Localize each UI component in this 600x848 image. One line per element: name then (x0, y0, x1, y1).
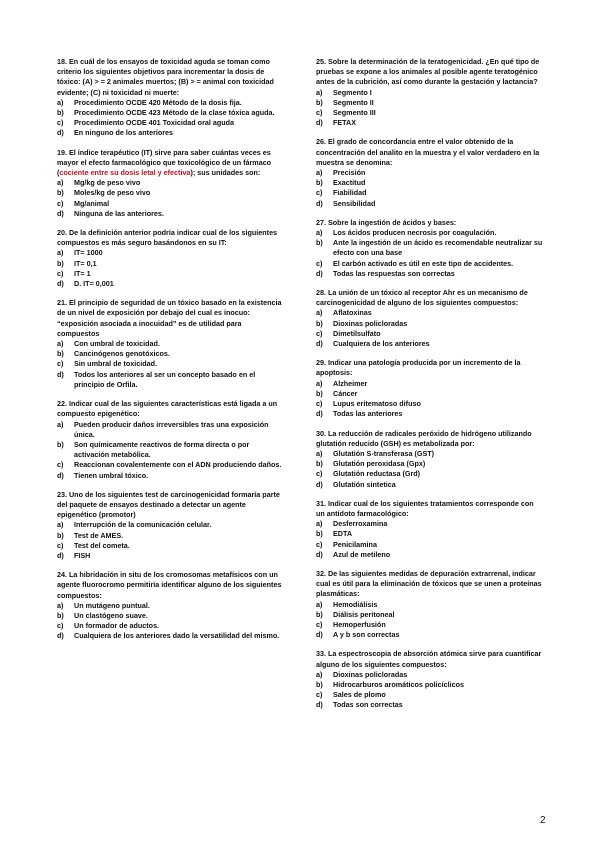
question-stem: 24. La hibridación in situ de los cromosomas metafísicos con un agente fluorocromo permitiría identificar alguno de los siguientes compuestos: (57, 570, 282, 600)
option-text: IT= 1000 (74, 248, 103, 258)
page-number: 2 (540, 815, 546, 826)
answer-option-a (316, 519, 544, 529)
option-letter: d) (316, 268, 323, 278)
option-text: Cancinógenos genotóxicos. (74, 349, 170, 359)
option-letter: d) (316, 198, 323, 208)
question-30 (316, 429, 544, 490)
option-text: Un formador de aductos. (74, 621, 160, 631)
option-text: Procedimiento OCDE 401 Toxicidad oral aguda (74, 118, 235, 128)
option-text: Penicilamina (333, 539, 377, 549)
answer-option-a (57, 601, 285, 611)
option-letter: c) (316, 188, 323, 198)
answer-option-d (316, 550, 544, 560)
option-text: Diálisis peritoneal (333, 609, 395, 619)
option-letter: c) (57, 359, 64, 369)
answer-option-a (316, 308, 544, 318)
option-text: Aflatoxinas (333, 308, 372, 318)
answer-option-c (316, 690, 544, 700)
answer-option-a (57, 339, 285, 349)
right-column (316, 57, 544, 720)
option-text: Reaccionan covalentemente con el ADN produciendo daños. (74, 460, 282, 470)
answer-option-a (316, 670, 544, 680)
answer-option-b (316, 680, 544, 690)
option-letter: a) (316, 519, 323, 529)
answer-option-d (57, 279, 285, 289)
option-text: Precisión (333, 168, 366, 178)
option-text: Cáncer (333, 388, 358, 398)
stem-part: 19. El índice terapéutico (IT) sirve para saber cuántas veces es mayor el efecto farmacológico que toxicológico de un fármaco ( (57, 147, 272, 178)
option-text: Mg/kg de peso vivo (74, 178, 141, 188)
answer-option-c (316, 259, 544, 269)
question-stem: 21. El principio de seguridad de un tóxico basado en la existencia de un nivel de exposición por debajo del cual es inocuo: “exposición asociada a inocuidad” es de utilidad para compuestos (57, 298, 282, 338)
answer-option-d (57, 209, 285, 219)
option-letter: b) (57, 188, 64, 198)
option-text: Azul de metileno (333, 549, 391, 559)
answer-option-b (57, 531, 285, 541)
answer-option-a (57, 420, 285, 440)
option-letter: d) (57, 470, 64, 480)
option-text: Mg/animal (74, 198, 110, 208)
answer-option-c (316, 399, 544, 409)
answer-option-c (316, 188, 544, 198)
option-letter: a) (316, 669, 323, 679)
option-letter: c) (316, 619, 323, 629)
answer-option-a (57, 248, 285, 258)
option-letter: a) (57, 419, 64, 429)
option-text: Todas las respuestas son correctas (333, 268, 455, 278)
question-23 (57, 490, 285, 561)
option-text: En ninguno de los anteriores (74, 128, 174, 138)
option-letter: b) (57, 108, 64, 118)
question-19 (57, 148, 285, 219)
answer-option-d (316, 118, 544, 128)
answer-option-a (316, 88, 544, 98)
option-letter: b) (57, 439, 64, 449)
answer-option-c (57, 118, 285, 128)
option-text: Procedimiento OCDE 420 Método de la dosis fija. (74, 97, 242, 107)
question-stem: 18. En cuál de los ensayos de toxicidad aguda se toman como criterio los siguientes objetivos para incrementar la dosis de tóxico: (A) > = 2 animales muertos; (B) > = animal con toxicidad evidente; (C) ni toxicidad ni muerte: (57, 57, 274, 97)
option-text: FETAX (333, 118, 357, 128)
answer-option-a (316, 228, 544, 238)
question-stem: 23. Uno de los siguientes test de carcinogenicidad formaría parte del paquete de ensayos destinado a detectar un agente epigenético (promotor) (57, 489, 280, 520)
answer-option-a (57, 98, 285, 108)
answer-option-d (316, 199, 544, 209)
answer-option-c (57, 460, 285, 470)
option-letter: a) (316, 308, 323, 318)
answer-option-c (57, 541, 285, 551)
option-text: Un clastógeno suave. (74, 610, 148, 620)
question-29 (316, 358, 544, 419)
option-text: Dioxinas policloradas (333, 318, 408, 328)
answer-option-c (57, 199, 285, 209)
option-letter: c) (57, 621, 64, 631)
option-text: Hidrocarburos aromáticos policíclicos (333, 679, 465, 689)
question-26 (316, 137, 544, 208)
answer-option-c (57, 359, 285, 369)
left-column (57, 57, 285, 651)
answer-option-a (316, 379, 544, 389)
question-stem: 30. La reducción de radicales peróxido de hidrógeno utilizando glutatión reducido (GSH) es metabolizada por: (316, 428, 532, 448)
option-letter: d) (316, 549, 323, 559)
option-letter: b) (57, 530, 64, 540)
question-33 (316, 649, 544, 710)
option-text: Fiabilidad (333, 188, 367, 198)
option-letter: a) (316, 87, 323, 97)
option-text: D. IT= 0,001 (74, 279, 114, 289)
option-text: Hemodiálisis (333, 599, 378, 609)
option-text: Test de AMES. (74, 530, 124, 540)
option-letter: c) (316, 539, 323, 549)
question-stem: 29. Indicar una patología producida por un incremento de la apoptosis: (316, 358, 521, 378)
option-text: Moles/kg de peso vivo (74, 188, 151, 198)
option-letter: c) (57, 118, 64, 128)
option-text: Sales de plomo (333, 690, 386, 700)
option-letter: b) (316, 459, 323, 469)
option-text: Cualquiera de los anteriores (333, 339, 430, 349)
answer-option-b (316, 529, 544, 539)
option-letter: d) (57, 631, 64, 641)
option-letter: c) (316, 108, 323, 118)
option-text: Pueden producir daños irreversibles tras una exposición única. (74, 419, 269, 439)
option-letter: b) (316, 178, 323, 188)
option-text: Exactitud (333, 178, 366, 188)
option-letter: a) (57, 339, 64, 349)
question-stem: 26. El grado de concordancia entre el valor obtenido de la concentración del analito en la muestra y el valor verdadero en la muestra se denomina: (316, 137, 540, 167)
question-24 (57, 570, 285, 641)
option-letter: a) (316, 448, 323, 458)
option-letter: b) (316, 388, 323, 398)
question-stem: 25. Sobre la determinación de la teratogenicidad. ¿En qué tipo de pruebas se expone a los animales al posible agente teratogénico antes de la cubrición, así como durante la gestación y lactancia? (316, 57, 540, 87)
option-text: IT= 0,1 (74, 258, 97, 268)
option-text: Alzheimer (333, 378, 368, 388)
answer-option-d (57, 631, 285, 641)
option-text: Ninguna de las anteriores. (74, 208, 164, 218)
answer-option-d (316, 630, 544, 640)
option-text: Glutatión sintetica (333, 479, 396, 489)
answer-option-b (316, 319, 544, 329)
option-letter: c) (316, 399, 323, 409)
option-letter: d) (57, 208, 64, 218)
option-text: Sin umbral de toxicidad. (74, 359, 158, 369)
question-stem: 31. Indicar cual de los siguientes tratamientos corresponde con un antídoto farmacológico: (316, 498, 534, 518)
option-text: Todas las anteriores (333, 409, 403, 419)
question-22 (57, 399, 285, 481)
question-stem (57, 148, 285, 179)
answer-option-c (316, 620, 544, 630)
question-18 (57, 57, 285, 139)
option-text: El carbón activado es útil en este tipo de accidentes. (333, 258, 514, 268)
answer-option-a (57, 520, 285, 530)
option-letter: b) (316, 529, 323, 539)
option-letter: b) (316, 679, 323, 689)
option-letter: b) (316, 97, 323, 107)
option-letter: a) (57, 97, 64, 107)
option-letter: a) (57, 178, 64, 188)
answer-option-a (316, 168, 544, 178)
option-letter: a) (57, 520, 64, 530)
option-letter: b) (316, 318, 323, 328)
answer-option-a (316, 600, 544, 610)
option-text: Segmento III (333, 108, 376, 118)
question-20 (57, 228, 285, 289)
option-letter: d) (316, 700, 323, 710)
option-text: Cualquiera de los anteriores dado la versatilidad del mismo. (74, 631, 280, 641)
option-text: Lupus eritematoso difuso (333, 399, 421, 409)
question-27 (316, 218, 544, 279)
option-text: Interrupción de la comunicación celular. (74, 520, 212, 530)
option-letter: b) (316, 609, 323, 619)
option-text: Test del cometa. (74, 540, 130, 550)
option-letter: a) (57, 600, 64, 610)
answer-option-d (316, 480, 544, 490)
option-letter: d) (57, 128, 64, 138)
option-letter: a) (316, 599, 323, 609)
question-stem: 33. La espectroscopia de absorción atómica sirve para cuantificar alguno de los siguientes compuestos: (316, 649, 542, 669)
option-text: Segmento II (333, 97, 374, 107)
option-letter: c) (57, 460, 64, 470)
option-text: A y b son correctas (333, 630, 400, 640)
option-letter: b) (57, 349, 64, 359)
option-letter: d) (57, 279, 64, 289)
answer-option-b (57, 440, 285, 460)
option-letter: d) (316, 409, 323, 419)
option-letter: c) (316, 258, 323, 268)
option-letter: c) (316, 328, 323, 338)
option-text: IT= 1 (74, 268, 91, 278)
option-text: Procedimiento OCDE 423 Método de la clase tóxica aguda. (74, 108, 275, 118)
option-text: Glutatión peroxidasa (Gpx) (333, 459, 426, 469)
answer-option-c (316, 540, 544, 550)
option-letter: a) (316, 168, 323, 178)
option-text: Desferroxamina (333, 519, 388, 529)
answer-option-a (57, 178, 285, 188)
question-32 (316, 569, 544, 640)
answer-option-b (316, 389, 544, 399)
answer-option-a (316, 449, 544, 459)
option-letter: c) (316, 469, 323, 479)
question-stem: 20. De la definición anterior podría indicar cual de los siguientes compuestos es más seguro basándonos en su IT: (57, 228, 278, 248)
option-letter: c) (316, 690, 323, 700)
option-letter: d) (316, 479, 323, 489)
option-text: Glutatión reductasa (Grd) (333, 469, 421, 479)
option-text: Con umbral de toxicidad. (74, 339, 160, 349)
answer-option-b (316, 238, 544, 258)
answer-option-b (316, 610, 544, 620)
answer-option-d (57, 551, 285, 561)
question-25 (316, 57, 544, 128)
option-text: Glutatión S-transferasa (GST) (333, 448, 435, 458)
answer-option-b (57, 349, 285, 359)
answer-option-b (316, 459, 544, 469)
stem-part: ); sus unidades son: (190, 168, 261, 178)
option-text: Son químicamente reactivos de forma directa o por activación metabólica. (74, 439, 250, 460)
option-letter: a) (316, 228, 323, 238)
answer-option-d (316, 339, 544, 349)
answer-option-d (57, 471, 285, 481)
option-letter: b) (57, 610, 64, 620)
answer-option-d (57, 370, 285, 390)
option-letter: d) (57, 550, 64, 560)
option-letter: c) (57, 268, 64, 278)
answer-option-c (316, 108, 544, 118)
question-stem: 32. De las siguientes medidas de depuración extrarrenal, indicar cual es útil para la eliminación de tóxicos que se unen a proteínas plasmáticas: (316, 568, 542, 599)
option-text: Todas son correctas (333, 700, 403, 710)
option-letter: d) (316, 630, 323, 640)
option-text: Dimetilsulfato (333, 328, 381, 338)
option-text: Tienen umbral tóxico. (74, 470, 149, 480)
option-letter: a) (57, 248, 64, 258)
option-text: Todos los anteriores al ser un concepto basado en el principio de Orfila. (74, 369, 256, 389)
option-text: EDTA (333, 529, 353, 539)
answer-option-d (316, 700, 544, 710)
option-letter: d) (57, 369, 64, 379)
answer-option-b (316, 178, 544, 188)
option-letter: c) (57, 540, 64, 550)
answer-option-b (57, 259, 285, 269)
highlighted-stem-part: cociente entre su dosis letal y efectiva (59, 168, 191, 178)
answer-option-b (57, 108, 285, 118)
option-letter: a) (316, 378, 323, 388)
question-stem: 22. Indicar cual de las siguientes características está ligada a un compuesto epigenético: (57, 399, 278, 419)
answer-option-d (316, 409, 544, 419)
option-text: Un mutágeno puntual. (74, 600, 150, 610)
option-letter: d) (316, 118, 323, 128)
option-letter: b) (57, 258, 64, 268)
answer-option-c (57, 269, 285, 279)
question-31 (316, 499, 544, 560)
option-letter: c) (57, 198, 64, 208)
answer-option-d (316, 269, 544, 279)
question-28 (316, 288, 544, 349)
question-stem: 28. La unión de un tóxico al receptor Ahr es un mecanismo de carcinogenicidad de alguno de los siguientes compuestos: (316, 288, 528, 308)
option-text: Segmento I (333, 87, 372, 97)
question-stem: 27. Sobre la ingestión de ácidos y bases: (316, 217, 457, 227)
answer-option-d (57, 128, 285, 138)
option-text: Los ácidos producen necrosis por coagulación. (333, 228, 497, 238)
option-text: Sensibilidad (333, 198, 376, 208)
option-letter: d) (316, 339, 323, 349)
option-text: FISH (74, 550, 91, 560)
answer-option-b (57, 188, 285, 198)
option-text: Hemoperfusión (333, 619, 386, 629)
answer-option-b (316, 98, 544, 108)
question-21 (57, 298, 285, 390)
answer-option-c (57, 621, 285, 631)
option-letter: b) (316, 238, 323, 248)
answer-option-c (316, 329, 544, 339)
option-text: Ante la ingestión de un ácido es recomendable neutralizar su efecto con una base (333, 238, 543, 258)
option-text: Dioxinas policloradas (333, 669, 408, 679)
answer-option-b (57, 611, 285, 621)
answer-option-c (316, 469, 544, 479)
